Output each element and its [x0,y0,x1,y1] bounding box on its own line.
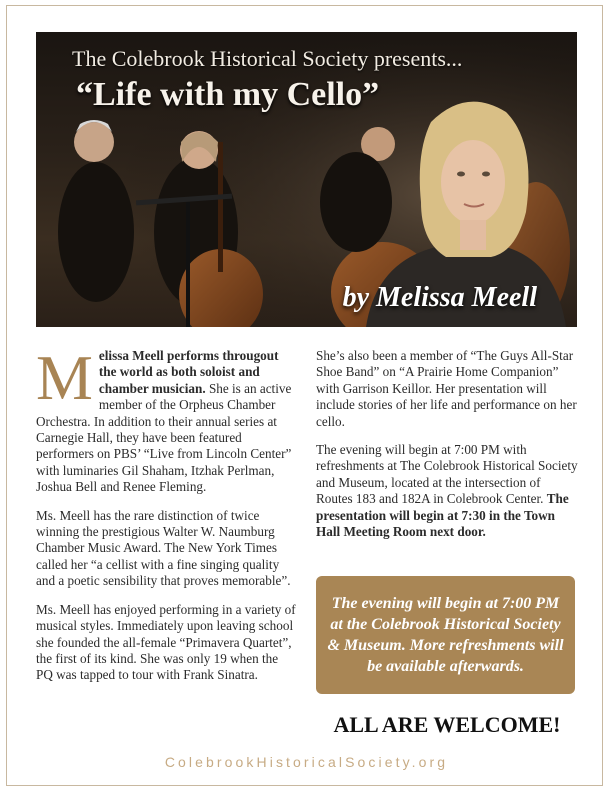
left-column [36,342,298,696]
bio-paragraph-3: Ms. Meell has enjoyed performing in a variety of musical styles. Immediately upon leaving school she founded the all-female “Primavera Quartet”, the first of its kind. She was only 19 when the PQ was tapped to tour with Frank Sinatra. [36,601,296,683]
callout-text: The evening will begin at 7:00 PM at the Colebrook Historical Society & Museum. More refreshments will be available afterwards. [327,595,564,675]
right-column [316,348,578,552]
event-details [316,442,578,540]
event-title: “Life with my Cello” [76,76,380,113]
byline: by Melissa Meell [342,282,537,313]
website-link[interactable]: ColebrookHistoricalSociety.org [164,754,449,770]
presents-line: The Colebrook Historical Society presents... [72,46,463,71]
drop-cap: M [36,342,93,413]
callout-box [316,576,575,694]
welcome-banner: ALL ARE WELCOME! [333,712,561,737]
bio-lead-rest: She is an active member of the Orpheus Chamber Orchestra. In addition to their annual series at Carnegie Hall, they have been featured performers on PBS’ “Live from Lincoln Center” with luminaries Gil Shaham, Itzhak Perlman, Joshua Bell and Renee Fleming. [36,380,292,495]
bio-paragraph-4: She’s also been a member of “The Guys All-Star Shoe Band” on “A Prairie Home Companion” with Garrison Keillor. Her presentation will include stories of her life and performance on her cello. [316,348,577,429]
bio-lead: elissa Meell performs througout the world as both soloist and chamber musician. [98,348,279,396]
event-details-text: The evening will begin at 7:00 PM with refreshments at The Colebrook Historical Society and Museum, located at the intersection of Routes 183 and 182A in Colebrook Center. [316,442,578,507]
hero-banner [36,32,577,327]
bio-paragraph-1 [36,342,298,496]
bio-paragraph-2: Ms. Meell has the rare distinction of twice winning the prestigious Walter W. Naumburg Chamber Music Award. The New York Times called her “a cellist with a fine singing quality and a poetic sensibility that proves memorable”. [36,507,291,589]
presentation-time: The presentation will begin at 7:30 in the Town Hall Meeting Room next door. [316,491,569,540]
